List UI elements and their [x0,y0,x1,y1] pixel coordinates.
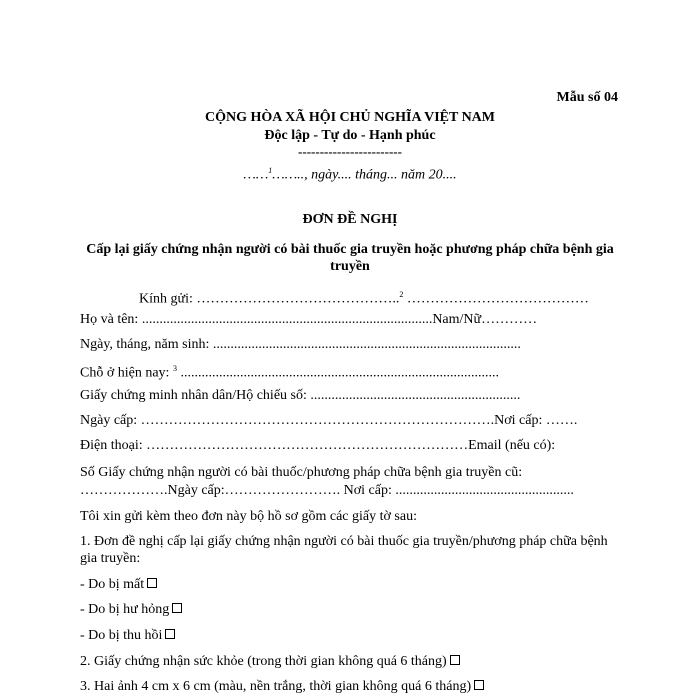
option-lost-label: - Do bị mất [80,577,145,592]
footnote-marker: 1 [268,166,273,175]
document-subtitle: Cấp lại giấy chứng nhận người có bài thuốc gia truyền hoặc phương pháp chữa bệnh gia truyền [86,242,614,274]
old-certificate-issue-field: ……………….Ngày cấp:……………………. Nơi cấp: ................................................... [80,483,574,498]
issue-field: Ngày cấp: ………………………………………………………………….Nơi cấp: ……. [80,413,578,428]
old-certificate-field: Số Giấy chứng nhận người có bài thuốc/phương pháp chữa bệnh gia truyền cũ: [80,465,523,480]
option-revoked-label: - Do bị thu hồi [80,628,163,643]
place-date-text: …….., ngày.... tháng... năm 20.... [272,167,457,183]
footnote-marker: 3 [172,364,177,373]
option-lost [80,576,575,593]
place-date-line [0,166,700,184]
option-damaged [80,601,575,618]
checkbox-damaged[interactable] [172,603,182,613]
checkbox-lost[interactable] [147,578,157,588]
address-field [80,360,575,382]
attachment-item-3 [80,678,575,695]
attachments-intro: Tôi xin gửi kèm theo đơn này bộ hồ sơ gồm các giấy tờ sau: [80,509,417,524]
checkbox-revoked[interactable] [165,629,175,639]
recipient-line [139,286,634,308]
option-damaged-label: - Do bị hư hỏng [80,602,170,617]
address-label: Chỗ ở hiện nay: [80,365,173,381]
phone-email-field: Điện thoại: ……………………………………………………………Email (nếu có): [80,438,556,453]
dob-field: Ngày, tháng, năm sinh: ........................................................................................ [80,337,521,352]
address-dots: ........................................................................................... [176,365,499,381]
nation-title: CỘNG HÒA XÃ HỘI CHỦ NGHĨA VIỆT NAM [204,110,495,125]
divider: ------------------------ [298,144,402,159]
motto: Độc lập - Tự do - Hạnh phúc [264,128,436,143]
attachment-item-3-label: 3. Hai ảnh 4 cm x 6 cm (màu, nền trắng, thời gian không quá 6 tháng) [80,679,472,694]
id-field: Giấy chứng minh nhân dân/Hộ chiếu số: ............................................................ [80,388,521,403]
document-title: ĐƠN ĐỀ NGHỊ [302,212,398,227]
checkbox-photos[interactable] [474,680,484,690]
recipient-text-b: ………………………………… [403,291,589,307]
attachment-item-1: 1. Đơn đề nghị cấp lại giấy chứng nhận người có bài thuốc gia truyền/phương pháp chữa bệnh gia truyền: [80,534,608,566]
attachment-item-2-label: 2. Giấy chứng nhận sức khỏe (trong thời gian không quá 6 tháng) [80,654,447,669]
form-code: Mẫu số 04 [556,90,618,105]
checkbox-health-cert[interactable] [450,655,460,665]
name-field: Họ và tên: ...................................................................................Nam/Nữ………… [80,312,538,327]
attachment-item-2 [80,653,575,670]
footnote-marker: 2 [399,290,404,299]
recipient-text-a: Kính gửi: …………………………………….. [139,291,400,307]
place-date-prefix: …… [243,167,269,183]
option-revoked [80,627,575,644]
